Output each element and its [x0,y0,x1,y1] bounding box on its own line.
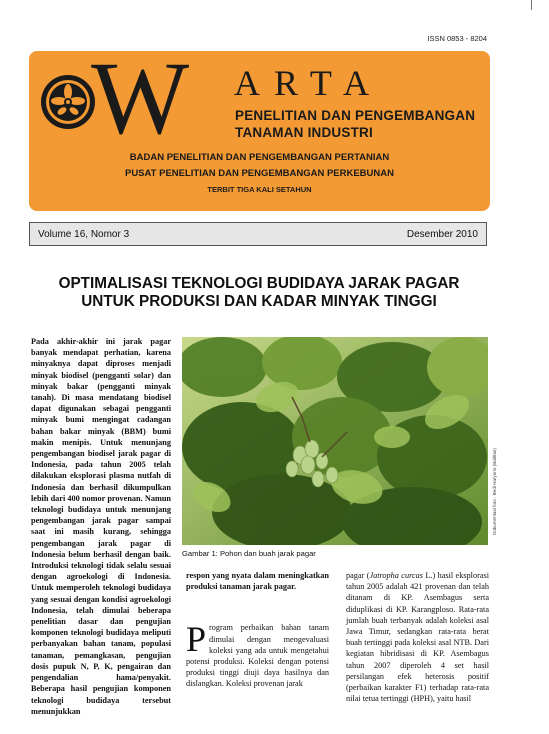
article-photo [182,337,488,545]
agency-line-2: PUSAT PENELITIAN DAN PENGEMBANGAN PERKEBUNAN [124,168,394,179]
abstract-text: Pada akhir-akhir ini jarak pagar banyak mendapat perhatian, karena minyaknya dapat diproses menjadi minyak biodisel (pengganti solar) dan minyak bakar (pengganti minyak tanah). Di masa mendatang biodisel dapat digunakan sebagai pengganti minyak bumi mengingat cadangan bahan bakar minyak (BBM) bumi makin menipis. Untuk menunjang pengembangan biodisel jarak pagar di Indonesia, pada tahun 2005 telah dilakukan eksplorasi plasma nutfah di Indonesia dan berhasil dikumpulkan lebih dari 400 nomor provenan. Namun teknologi budidaya untuk menunjang pengembangan jarak pagar sampai saat ini masih kurang, sehingga pengembangan jarak pagar di Indonesia belum berhasil dengan baik. Introduksi teknologi tidak selalu sesuai dengan agroekologi di Indonesia. Untuk memperoleh teknologi budidaya yang sesuai dengan kondisi agroekologi Indonesia, telah dimulai beberapa penelitian dasar dan pengujian komponen teknologi budidaya meliputi perbanyakan bahan tanam, populasi tanaman, pemangkasan, pengujian dosis pupuk N, P, K, pengairan dan pengendalian hama/penyakit. Beberapa hasil pengujian komponen teknologi budidaya tersebut menunjukkan [31,337,171,716]
body-text-col2: rogram perbaikan bahan tanam dimulai dengan mengevaluasi koleksi yang ada untuk mengetahui potensi produksi. Koleksi dengan potensi produksi tinggi diuji daya hasilnya dan dislangkan. Koleksi provenan jarak [186,623,329,689]
jatropha-tree-image [182,337,488,545]
masthead-subtitle-1: PENELITIAN DAN PENGEMBANGAN [235,108,476,123]
issn-number: ISSN 0853 - 8204 [427,34,487,43]
photo-credit: Dokumentasi foto : Bedi Haryono (Balittas) [492,448,497,535]
article-title-line-2: UNTUK PRODUKSI DAN KADAR MINYAK TINGGI [81,293,437,310]
body-column-3 [346,570,489,704]
figure-caption: Gambar 1: Pohon dan buah jarak pagar [182,549,316,558]
article-title-line-1: OPTIMALISASI TEKNOLOGI BUDIDAYA JARAK PAGAR [58,275,460,292]
body-paragraph [186,619,329,689]
masthead-title: ARTA [234,63,383,103]
body-text-col3-a: pagar ( [346,571,370,580]
issue-date: Desember 2010 [406,229,478,240]
issue-volume: Volume 16, Nomor 3 [38,229,130,240]
masthead-banner [29,41,490,211]
body-paragraph-col3 [346,570,489,704]
ministry-emblem-icon [39,73,97,131]
species-name: Jatropha curcas [369,571,423,580]
publication-frequency: TERBIT TIGA KALI SETAHUN [207,185,312,194]
abstract-ending: respon yang nyata dalam meningkatkan produksi tanaman jarak pagar. [186,571,329,592]
crop-mark [531,0,532,10]
dropcap-letter: P [186,619,207,660]
masthead-subtitle-2: TANAMAN INDUSTRI [235,125,373,140]
abstract-column [31,336,171,717]
masthead-big-letter: W [91,41,188,156]
body-column-2 [186,570,329,690]
issue-bar [29,222,487,246]
body-text-col3-b: L.) hasil eksplorasi tahun 2005 adalah 421 provenan dan telah ditanam di KP. Asembagus serta diduplikasi di KP. Karangploso. Rata-rata jumlah buah terbanyak adalah koleksi asal Jawa Timur, sedangkan rata-rata berat buah tertinggi pada koleksi asal NTB. Dari kegiatan hibridisasi di KP. Asembagus tahun 2007 diperoleh 4 set hasil persilangan efek heterosis positif (perbaikan karakter F1) terhadap rata-rata nilai tetua tertinggi (HPH), yaitu hasil [346,571,489,704]
agency-line-1: BADAN PENELITIAN DAN PENGEMBANGAN PERTANIAN [129,152,390,163]
